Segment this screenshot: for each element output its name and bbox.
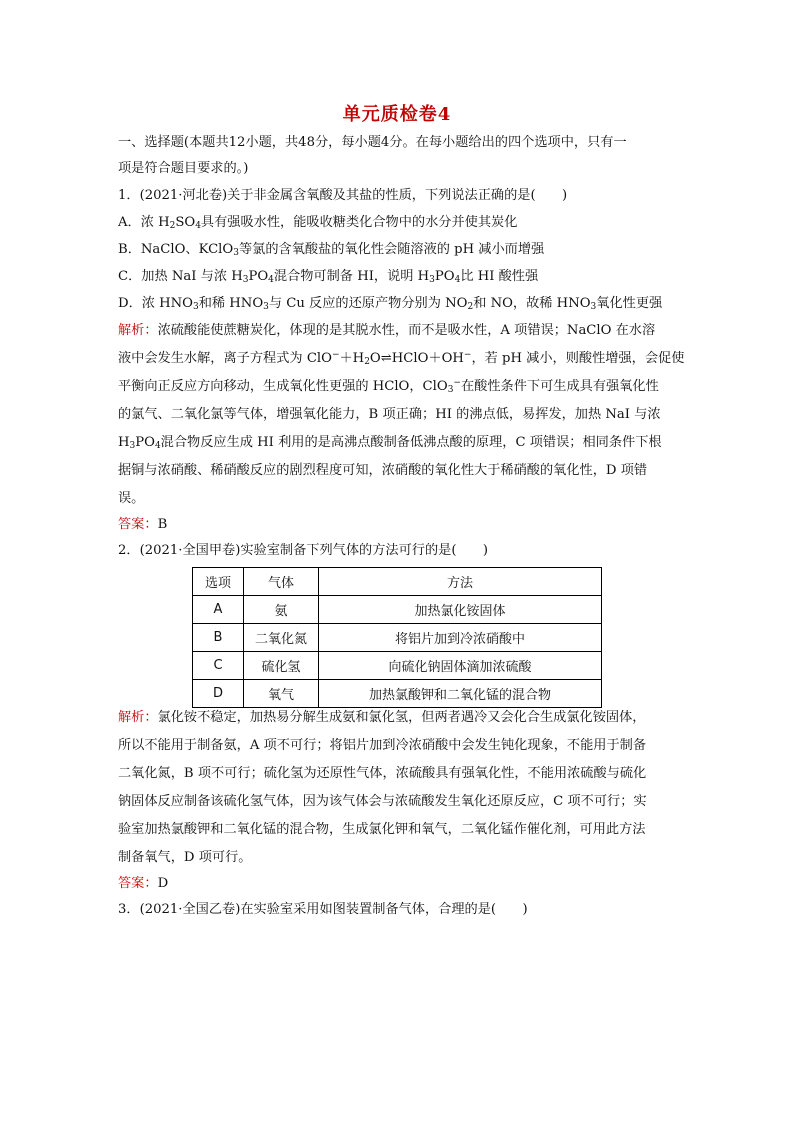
q2-analysis-line6: 制备氧气，D 项可行。 [118,850,252,865]
q1-stem: 1．(2021·河北卷)关于非金属含氧酸及其盐的性质，下列说法正确的是( ) [118,188,568,203]
answer-value: B [157,517,168,532]
q1-answer [118,516,688,534]
q1-analysis-line5: $H_3PO_4$混合物反应生成 HI 利用的是高沸点酸制备低沸点酸的原理，C 项错误；相同条件下根 [118,435,662,451]
table-row [193,680,602,708]
analysis-label: 解析： [118,323,158,338]
table-row [193,596,602,624]
table-header-cell: 方法 [319,568,602,596]
q2-answer [118,875,688,893]
answer-value: D [157,876,169,891]
q2-analysis-line1: 解析：氯化铵不稳定，加热易分解生成氨和氯化氢，但两者遇冷又会化合生成氯化铵固体， [118,710,646,725]
q1-option-a: A．浓 $H_2SO_4$具有强吸水性，能吸收糖类化合物中的水分并使其炭化 [118,215,518,231]
q1-analysis-line3: 平衡向正反应方向移动，生成氧化性更强的 HClO，ClO$_3$−在酸性条件下可生成具有强氧化性 [118,378,659,395]
table-cell: 硫化氢 [244,652,319,680]
table-cell: D [193,680,244,708]
q1-option-c: C．加热 NaI 与浓 $H_3PO_4$混合物可制备 HI，说明 $H_3PO_4$比 HI 酸性强 [118,269,539,285]
table-cell: 向硫化钠固体滴加浓硫酸 [319,652,602,680]
q1-analysis-line6: 据铜与浓硝酸、稀硝酸反应的剧烈程度可知，浓硝酸的氧化性大于稀硝酸的氧化性，D 项错 [118,463,648,478]
table-cell: 将铝片加到冷浓硝酸中 [319,624,602,652]
q1-analysis-line1: 解析：浓硫酸能使蔗糖炭化，体现的是其脱水性，而不是吸水性，A 项错误；NaClO 在水溶 [118,323,656,338]
q2-stem: 2．(2021·全国甲卷)实验室制备下列气体的方法可行的是( ) [118,543,489,558]
answer-label: 答案： [118,517,158,532]
q1-analysis-line4: 的氯气、二氧化氯等气体，增强氧化能力，B 项正确；HI 的沸点低，易挥发，加热 NaI 与浓 [118,407,661,422]
answer-label: 答案： [118,876,158,891]
table-header-row [193,568,602,596]
table-cell: A [193,596,244,624]
table-cell: C [193,652,244,680]
section-intro-line1: 一、选择题(本题共12小题，共48分，每小题4分。在每小题给出的四个选项中，只有一 [118,135,627,150]
table-cell: 加热氯酸钾和二氧化锰的混合物 [319,680,602,708]
q2-analysis-line5: 验室加热氯酸钾和二氧化锰的混合物，生成氯化钾和氧气，二氧化锰作催化剂，可用此方法 [118,822,646,837]
table-cell: 氧气 [244,680,319,708]
table-cell: 二氧化氮 [244,624,319,652]
table-header-cell: 选项 [193,568,244,596]
table-row [193,624,602,652]
q2-analysis-line4: 钠固体反应制备该硫化氢气体，因为该气体会与浓硫酸发生氧化还原反应，C 项不可行；实 [118,794,647,809]
table-cell: B [193,624,244,652]
q1-analysis-line7: 误。 [118,491,145,506]
analysis-label: 解析： [118,710,158,725]
section-intro-line2: 项是符合题目要求的。) [118,161,249,176]
q1-analysis-line2: 液中会发生水解，离子方程式为 $ClO^-+H_2O\rightleftharpoons HClO+OH^-$，若 pH 减小，则酸性增强，会促使 [118,350,685,367]
table-row [193,652,602,680]
page-title: 单元质检卷4 [342,104,452,125]
q1-option-d: D．浓 $HNO_3$和稀 $HNO_3$与 Cu 反应的还原产物分别为 $NO_2$和 NO，故稀 $HNO_3$氧化性更强 [118,296,663,312]
table-cell: 加热氯化铵固体 [319,596,602,624]
q1-option-b: B．NaClO、KClO$_3$等氯的含氧酸盐的氧化性会随溶液的 pH 减小而增强 [118,242,545,258]
q2-options-table [192,567,602,708]
table-cell: 氨 [244,596,319,624]
q2-analysis-line2: 所以不能用于制备氨，A 项不可行；将铝片加到冷浓硝酸中会发生钝化现象，不能用于制备 [118,738,647,753]
q3-stem: 3．(2021·全国乙卷)在实验室采用如图装置制备气体，合理的是( ) [118,902,528,917]
table-header-cell: 气体 [244,568,319,596]
q2-analysis-line3: 二氧化氮，B 项不可行；硫化氢为还原性气体，浓硫酸具有强氧化性，不能用浓硫酸与硫化 [118,766,647,781]
